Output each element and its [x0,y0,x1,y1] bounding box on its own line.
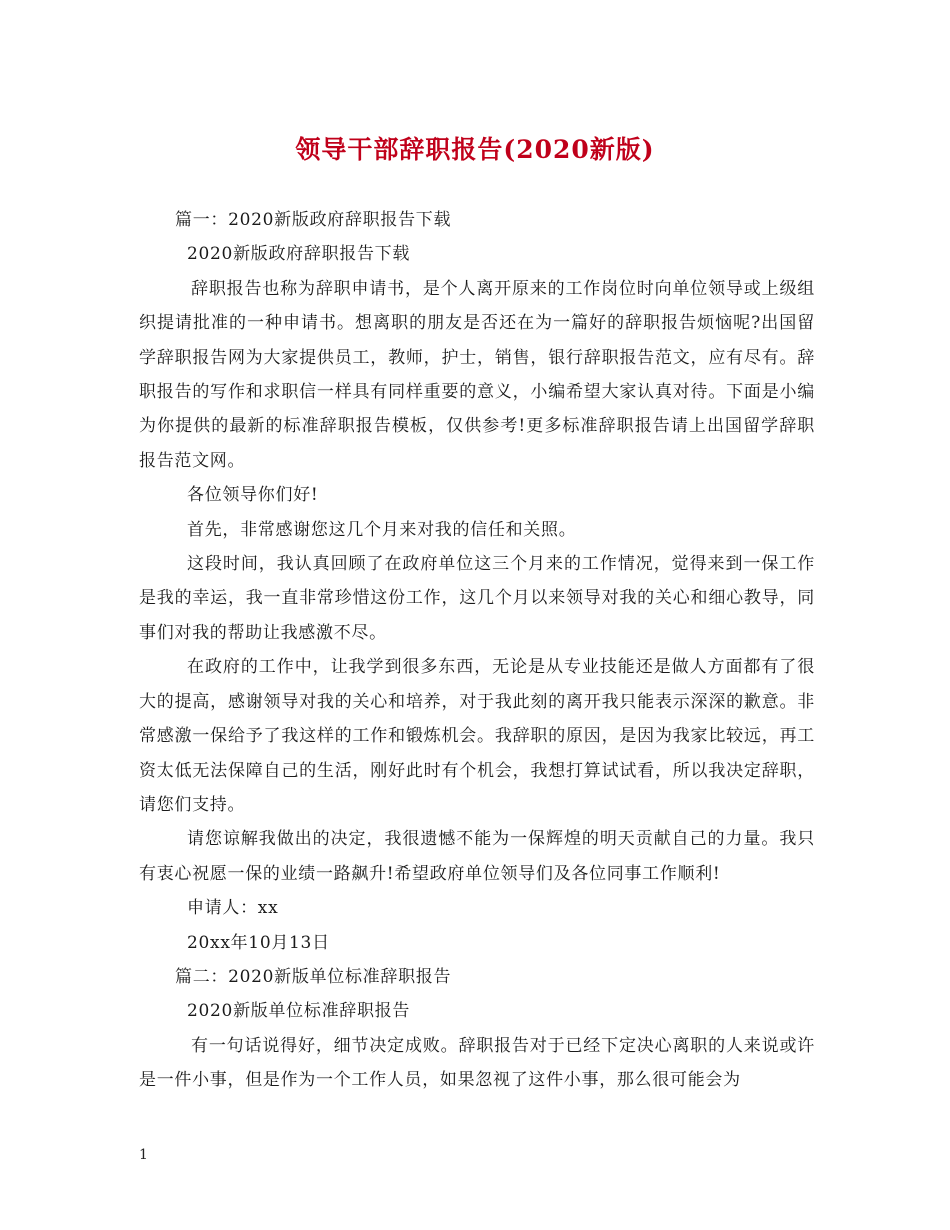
body-paragraph: 这段时间，我认真回顾了在政府单位这三个月来的工作情况，觉得来到一保工作是我的幸运，我一直非常珍惜这份工作，这几个月以来领导对我的关心和细心教导，同事们对我的帮助让我感激不尽。 [139,554,815,643]
body-paragraph: 在政府的工作中，让我学到很多东西，无论是从专业技能还是做人方面都有了很大的提高，感谢领导对我的关心和培养，对于我此刻的离开我只能表示深深的歉意。非常感激一保给予了我这样的工作和锻炼机会。我辞职的原因，是因为我家比较远，再工资太低无法保障自己的生活，刚好此时有个机会，我想打算试试看，所以我决定辞职，请您们支持。 [139,657,815,815]
body-paragraph: 有一句话说得好，细节决定成败。辞职报告对于已经下定决心离职的人来说或许是一件小事，但是作为一个工作人员，如果忽视了这件小事，那么很可能会为 [139,1035,815,1091]
section-subtitle-2: 2020新版单位标准辞职报告 [187,1001,411,1022]
body-paragraph: 辞职报告也称为辞职申请书，是个人离开原来的工作岗位时向单位领导或上级组织提请批准的一种申请书。想离职的朋友是否还在为一篇好的辞职报告烦恼呢?出国留学辞职报告网为大家提供员工，教师，护士，销售，银行辞职报告范文，应有尽有。辞职报告的写作和求职信一样具有同样重要的意义，小编希望大家认真对待。下面是小编为你提供的最新的标准辞职报告模板，仅供参考!更多标准辞职报告请上出国留学辞职报告范文网。 [139,278,815,471]
document-title: 领导干部辞职报告(2020新版) [295,135,655,164]
section-heading-2: 篇二：2020新版单位标准辞职报告 [175,966,452,987]
applicant-signature: 申请人：xx [187,898,279,919]
body-paragraph: 请您谅解我做出的决定，我很遗憾不能为一保辉煌的明天贡献自己的力量。我只有衷心祝愿一保的业绩一路飙升!希望政府单位领导们及各位同事工作顺利! [139,829,815,884]
section-subtitle-1: 2020新版政府辞职报告下载 [187,244,411,265]
section-heading-1: 篇一：2020新版政府辞职报告下载 [175,210,452,230]
page-number: 1 [139,1147,148,1163]
document-body [139,203,815,1098]
signature-date: 20xx年10月13日 [187,932,330,953]
body-paragraph: 首先，非常感谢您这几个月来对我的信任和关照。 [187,519,577,540]
salutation: 各位领导你们好! [187,485,319,506]
